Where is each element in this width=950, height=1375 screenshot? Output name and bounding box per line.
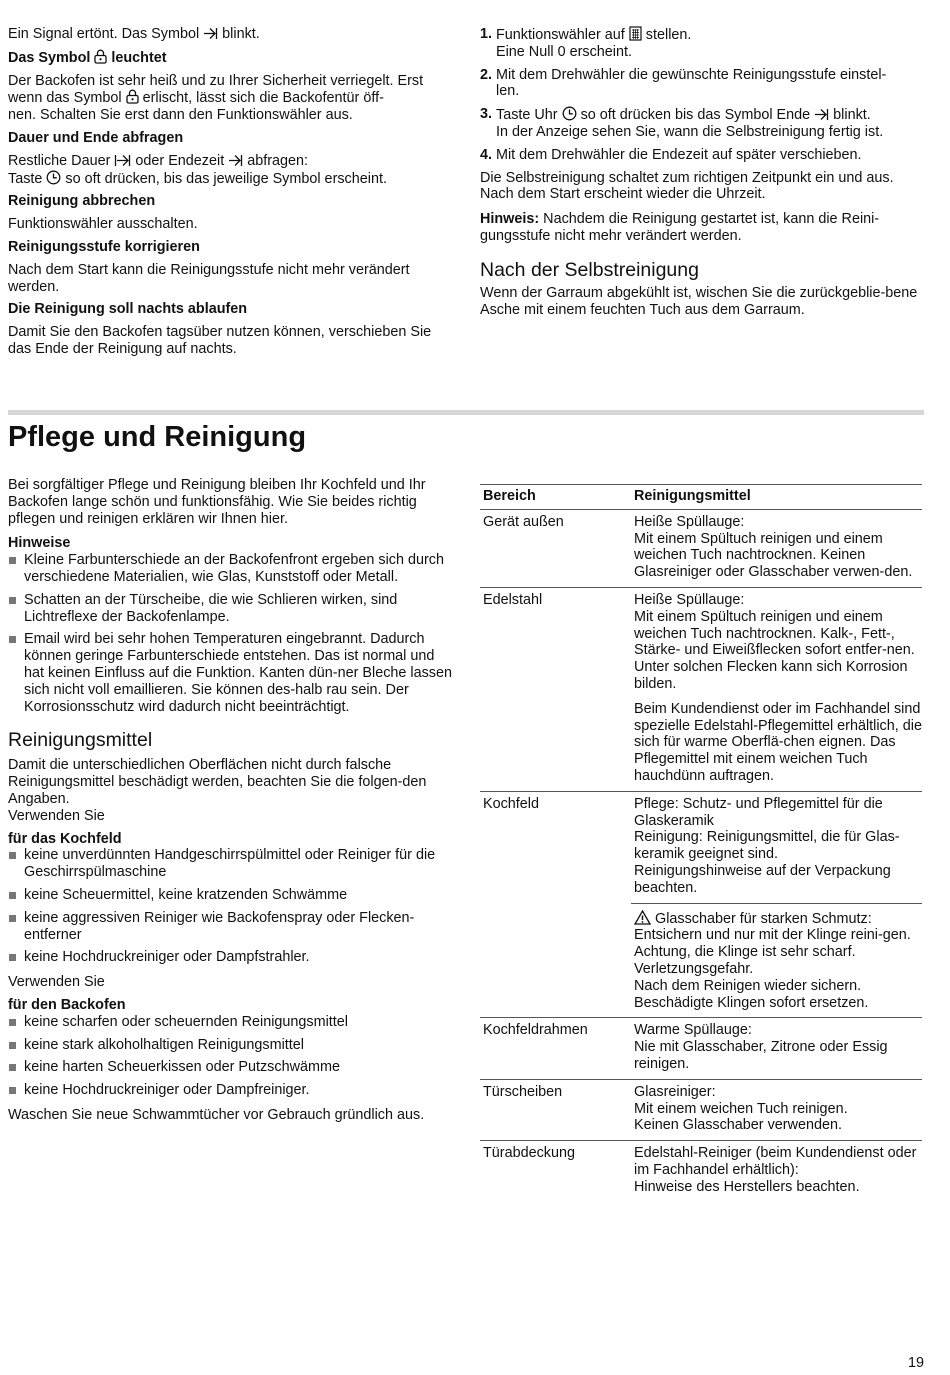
mittel-text: Damit die unterschiedlichen Oberflächen nicht durch falsche Reinigungsmittel beschädigt werden, beachten Sie die folgen-den Angaben. — [8, 757, 427, 807]
list-item: keine Hochdruckreiniger oder Dampfstrahler. — [8, 949, 456, 966]
clock-icon — [46, 170, 61, 185]
area-cell: Türabdeckung — [483, 1145, 576, 1162]
waschen-text: Waschen Sie neue Schwammtücher vor Gebrauch gründlich aus. — [8, 1106, 425, 1123]
column-header-agent: Reinigungsmittel — [634, 488, 751, 504]
left-bottom-column — [8, 477, 456, 1124]
lock-icon — [94, 49, 107, 64]
agent-cell: Glasreiniger: Mit einem weichen Tuch reinigen. Keinen Glasschaber verwenden. — [634, 1083, 848, 1134]
signal-text: Ein Signal ertönt. Das Symbol blinkt. — [8, 26, 260, 42]
list-item: keine Hochdruckreiniger oder Dampfreiniger. — [8, 1082, 456, 1099]
list-item: keine harten Scheuerkissen oder Putzschwämme — [8, 1059, 456, 1076]
backofen-list — [8, 1014, 456, 1099]
agent-cell: Heiße Spüllauge: Mit einem Spültuch reinigen und einem weichen Tuch nachtrocknen. Keinen Glasreiniger oder Glasschaber verwen-den. — [634, 513, 913, 581]
kochfeld-heading: für das Kochfeld — [8, 830, 122, 847]
column-header-area: Bereich — [483, 488, 536, 504]
warning-block: Glasschaber für starken Schmutz: Entsichern und nur mit der Klinge reini-gen. Achtung, die Klinge ist sehr scharf. Verletzungsgefahr. Nach dem Reinigen wieder sichern. Beschädigte Klingen sofort ersetzen. — [631, 903, 922, 1012]
step-item: 1. Funktionswähler auf stellen. Eine Null 0 erscheint. — [480, 26, 692, 60]
warning-icon — [634, 910, 651, 925]
list-item: Email wird bei sehr hohen Temperaturen eingebrannt. Dadurch können geringe Farbunterschiede entstehen. Das ist normal und hat keinen Einfluss auf die Funktion. Kanten dün-ner Bleche lassen sich nicht voll emaillieren. Sie können des-halb rau sein. Der Korrosionsschutz wird dadurch nicht beeinträchtigt. — [8, 631, 456, 715]
area-cell: Gerät außen — [483, 513, 564, 530]
cleaning-table-wrap — [480, 484, 924, 1201]
table-row — [480, 1079, 922, 1140]
stufe-heading: Reinigungsstufe korrigieren — [8, 238, 200, 255]
page-number: 19 — [907, 1355, 924, 1371]
abbrechen-text: Funktionswähler ausschalten. — [8, 216, 198, 233]
intro-text: Bei sorgfältiger Pflege und Reinigung bleiben Ihr Kochfeld und Ihr Backofen lange schön und funktionsfähig. Wie Sie beides richtig pflegen und reinigen erklären wir Ihnen hier. — [8, 477, 426, 527]
hot-oven-text: Der Backofen ist sehr heiß und zu Ihrer Sicherheit verriegelt. Erst wenn das Symbol erlischt, lässt sich die Backofentür öff- nen. Schalten Sie erst dann den Funktionswähler aus. — [8, 72, 424, 124]
table-row — [480, 1018, 922, 1079]
list-item: keine scharfen oder scheuernden Reinigungsmittel — [8, 1014, 456, 1031]
hinweise-list — [8, 552, 456, 715]
step-item: 2. Mit dem Drehwähler die gewünschte Reinigungsstufe einstel- len. — [480, 66, 887, 100]
agent-cell: Heiße Spüllauge: Mit einem Spültuch reinigen und einem weichen Tuch nachtrocknen. Kalk-, Fett-, Stärke- und Eiweißflecken sofort entfer-nen. Unter solchen Flecken kann sich Korrosion bilden. Beim Kundendienst oder im Fachhandel sind spezielle Edelstahl-Pflegemittel erhältlich, die sich für warme Oberflä-chen eignen. Das Pflegemittel mit einem weichen Tuch hauchdünn auftragen. — [634, 591, 922, 784]
area-cell: Kochfeldrahmen — [483, 1022, 588, 1039]
step-item: 4. Mit dem Drehwähler die Endezeit auf später verschieben. — [480, 146, 862, 163]
left-top-column — [8, 26, 458, 358]
cleaning-table — [480, 484, 922, 1201]
steps-list — [480, 26, 926, 164]
end-arrow-icon — [814, 108, 829, 121]
table-row — [480, 791, 922, 1018]
duration-icon — [114, 154, 131, 167]
agent-cell: Edelstahl-Reiniger (beim Kundendienst oder im Fachhandel erhältlich): Hinweise des Herstellers beachten. — [634, 1145, 917, 1195]
area-cell: Edelstahl — [483, 591, 543, 608]
nachts-text: Damit Sie den Backofen tagsüber nutzen können, verschieben Sie das Ende der Reinigung auf nachts. — [8, 324, 432, 357]
area-cell: Kochfeld — [483, 795, 540, 812]
hinweis-text: Hinweis: Nachdem die Reinigung gestartet ist, kann die Reini-gungsstufe nicht mehr verändert werden. — [480, 211, 880, 244]
area-cell: Türscheiben — [483, 1083, 563, 1100]
stufe-text: Nach dem Start kann die Reinigungsstufe nicht mehr verändert werden. — [8, 261, 410, 295]
list-item: keine unverdünnten Handgeschirrspülmittel oder Reiniger für die Geschirrspülmaschine — [8, 847, 456, 881]
list-item: Kleine Farbunterschiede an der Backofenfront ergeben sich durch verschiedene Materialien, wie Glas, Kunststoff oder Metall. — [8, 552, 456, 586]
nach-text: Wenn der Garraum abgekühlt ist, wischen Sie die zurückgeblie-bene Asche mit einem feuchten Tuch aus dem Garraum. — [480, 284, 918, 318]
mittel-heading: Reinigungsmittel — [8, 729, 153, 752]
section-title: Pflege und Reinigung — [8, 421, 307, 453]
abbrechen-heading: Reinigung abbrechen — [8, 193, 156, 210]
dauer-heading: Dauer und Ende abfragen — [8, 129, 184, 146]
list-item: keine aggressiven Reiniger wie Backofenspray oder Flecken-entferner — [8, 910, 456, 944]
lock-icon — [126, 89, 139, 104]
list-item: Schatten an der Türscheibe, die wie Schlieren wirken, sind Lichtreflexe der Backofenlampe. — [8, 592, 456, 626]
kochfeld-list — [8, 847, 456, 966]
dauer-text: Restliche Dauer oder Endezeit abfragen: Taste so oft drücken, bis das jeweilige Symbol erscheint. — [8, 152, 387, 187]
verwenden-text: Verwenden Sie — [8, 974, 105, 991]
table-row — [480, 1141, 922, 1202]
hinweise-heading: Hinweise — [8, 535, 71, 552]
end-arrow-icon — [203, 27, 218, 40]
step-item: 3. Taste Uhr so oft drücken bis das Symbol Ende blinkt. In der Anzeige sehen Sie, wann die Selbstreinigung fertig ist. — [480, 106, 884, 140]
self-clean-symbol-icon — [629, 26, 642, 41]
table-header-row — [480, 485, 922, 510]
backofen-heading: für den Backofen — [8, 996, 126, 1013]
table-row — [480, 587, 922, 791]
agent-cell: Warme Spüllauge: Nie mit Glasschaber, Zitrone oder Essig reinigen. — [634, 1022, 888, 1072]
clock-icon — [562, 106, 577, 121]
list-item: keine Scheuermittel, keine kratzenden Schwämme — [8, 887, 456, 904]
symbol-heading: Das Symbol leuchtet — [8, 49, 167, 66]
schaltet-text: Die Selbstreinigung schaltet zum richtigen Zeitpunkt ein und aus. Nach dem Start erscheint wieder die Uhrzeit. — [480, 169, 894, 203]
table-row — [480, 509, 922, 587]
verwenden-text: Verwenden Sie — [8, 807, 105, 824]
nach-heading: Nach der Selbstreinigung — [480, 258, 699, 281]
end-arrow-icon — [228, 154, 243, 167]
nachts-heading: Die Reinigung soll nachts ablaufen — [8, 301, 248, 318]
right-top-column — [480, 26, 926, 318]
section-divider — [8, 410, 924, 415]
agent-cell: Pflege: Schutz- und Pflegemittel für die Glaskeramik Reinigung: Reinigungsmittel, die für Glas-keramik geeignet sind. Reinigungshinweise auf der Verpackung beachten. Glasschaber für starken Schmutz: Entsichern und nur mit der Klinge reini-gen. Achtung, die Klinge ist sehr scharf. Verletzungsgefahr. Nach dem Reinigen wieder sichern. Beschädigte Klingen sofort ersetzen. — [631, 791, 922, 1018]
list-item: keine stark alkoholhaltigen Reinigungsmittel — [8, 1037, 456, 1054]
